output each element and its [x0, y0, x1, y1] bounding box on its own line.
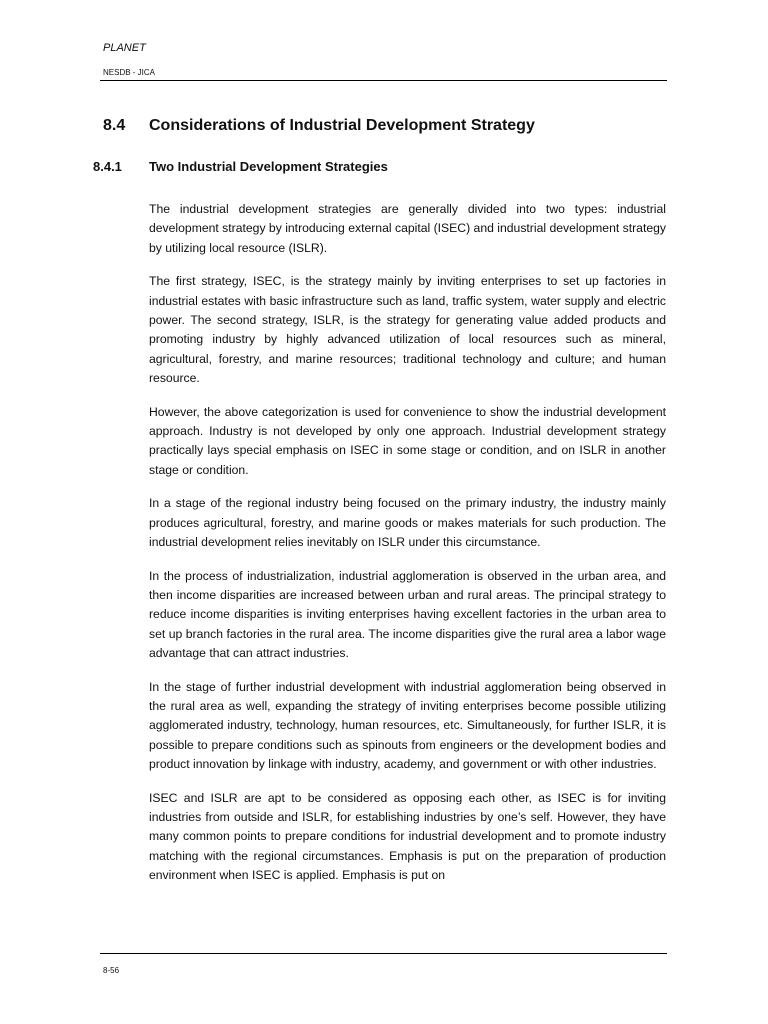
document-header-title: PLANET [103, 42, 146, 54]
paragraph-3: However, the above categorization is used for convenience to show the industrial development approach. Industry is not developed by only one approach. Industrial development strategy practically lays special emphasis on ISEC in some stage or condition, and on ISLR in another stage or condition. [149, 404, 666, 477]
paragraph-1: The industrial development strategies are generally divided into two types: industrial development strategy by introducing external capital (ISEC) and industrial development strategy by utilizing local resource (ISLR). [149, 202, 666, 255]
paragraph-2: The first strategy, ISEC, is the strategy mainly by inviting enterprises to set up factories in industrial estates with basic infrastructure such as land, traffic system, water supply and electric power. The second strategy, ISLR, is the strategy for generating value added products and promoting industry by highly advanced utilization of local resources such as mineral, agricultural, forestry, and marine resources; traditional technology and culture; and human resource. [149, 274, 666, 386]
paragraph-4: In a stage of the regional industry being focused on the primary industry, the industry mainly produces agricultural, forestry, and marine goods or makes materials for such production. The industrial development relies inevitably on ISLR under this circumstance. [149, 496, 666, 550]
header-divider [100, 80, 667, 81]
paragraph-5: In the process of industrialization, industrial agglomeration is observed in the urban area, and then income disparities are increased between urban and rural areas. The principal strategy to reduce income disparities is inviting enterprises having excellent factories in the urban area to set up branch factories in the rural area. The income disparities give the rural area a labor wage advantage that can attract industries. [149, 568, 666, 661]
section-title: Considerations of Industrial Development Strategy [149, 117, 535, 134]
subsection-number: 8.4.1 [93, 159, 122, 174]
page-number: 8-56 [103, 966, 120, 975]
paragraph-7: ISEC and ISLR are apt to be considered as opposing each other, as ISEC is for inviting industries from outside and ISLR, for establishing industries by one’s self. However, they have many common points to prepare conditions for industrial development and to promote industry matching with the regional circumstances. Emphasis is put on the preparation of production environment when ISEC is applied. Emphasis is put on [149, 790, 666, 883]
paragraph-6: In the stage of further industrial development with industrial agglomeration being observed in the rural area as well, expanding the strategy of inviting enterprises become possible utilizing agglomerated industry, technology, human resources, etc. Simultaneously, for further ISLR, it is possible to prepare conditions such as spinouts from engineers or the development bodies and product innovation by linkage with industry, academy, and government or with other industries. [149, 679, 666, 772]
body-text [149, 200, 666, 900]
document-header-organization: NESDB - JICA [103, 68, 156, 77]
footer-divider [100, 953, 667, 954]
subsection-title: Two Industrial Development Strategies [149, 159, 388, 174]
section-number: 8.4 [103, 117, 126, 134]
